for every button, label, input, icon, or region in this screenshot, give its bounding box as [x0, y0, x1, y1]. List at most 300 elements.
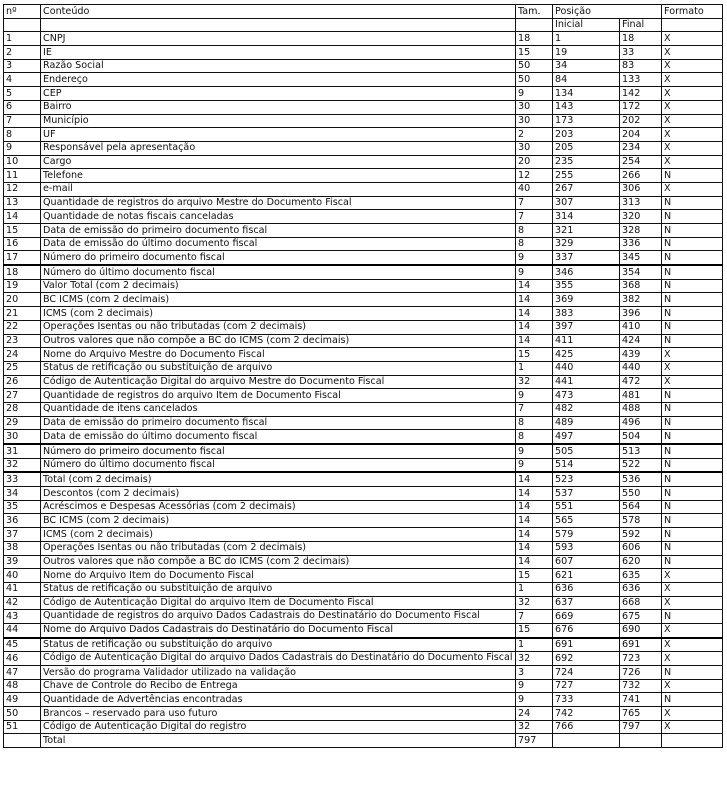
- field-start: 727: [553, 679, 620, 693]
- header-posicao: Posição: [553, 5, 662, 19]
- table-row: [4, 720, 723, 734]
- field-content: BC ICMS (com 2 decimais): [41, 514, 516, 528]
- field-format: N: [662, 293, 723, 307]
- field-layout-table: [3, 4, 723, 748]
- field-end: 522: [620, 458, 662, 472]
- field-number: 34: [4, 487, 41, 501]
- field-end: 513: [620, 444, 662, 458]
- table-row: [4, 237, 723, 251]
- field-number: 44: [4, 623, 41, 637]
- field-content: Cargo: [41, 155, 516, 169]
- field-start: 523: [553, 472, 620, 486]
- field-number: 2: [4, 46, 41, 60]
- field-end: 440: [620, 361, 662, 375]
- field-size: 14: [516, 541, 553, 555]
- field-end: 345: [620, 251, 662, 265]
- field-size: 30: [516, 114, 553, 128]
- field-content: Endereço: [41, 73, 516, 87]
- header-row: [4, 5, 723, 19]
- field-start: 636: [553, 582, 620, 596]
- field-end: 496: [620, 416, 662, 430]
- field-start: 346: [553, 265, 620, 279]
- field-size: 14: [516, 307, 553, 321]
- field-size: 14: [516, 500, 553, 514]
- field-size: 15: [516, 623, 553, 637]
- field-start: 489: [553, 416, 620, 430]
- field-start: 514: [553, 458, 620, 472]
- field-format: X: [662, 73, 723, 87]
- table-row: [4, 128, 723, 142]
- field-size: 8: [516, 224, 553, 238]
- field-number: 3: [4, 59, 41, 73]
- field-start: 621: [553, 569, 620, 583]
- field-number: 51: [4, 720, 41, 734]
- table-row: [4, 707, 723, 721]
- field-start: 473: [553, 389, 620, 403]
- field-start: 724: [553, 666, 620, 680]
- field-start: 337: [553, 251, 620, 265]
- field-format: X: [662, 141, 723, 155]
- field-size: 14: [516, 472, 553, 486]
- field-size: 7: [516, 196, 553, 210]
- field-content: Data de emissão do último documento fiscal: [41, 237, 516, 251]
- field-end: 234: [620, 141, 662, 155]
- table-row: [4, 555, 723, 569]
- field-end: 723: [620, 652, 662, 666]
- field-number: 39: [4, 555, 41, 569]
- field-content: Acréscimos e Despesas Acessórias (com 2 decimais): [41, 500, 516, 514]
- field-end: 564: [620, 500, 662, 514]
- field-size: 9: [516, 679, 553, 693]
- field-format: N: [662, 402, 723, 416]
- table-row: [4, 389, 723, 403]
- table-row: [4, 734, 723, 748]
- field-end: 133: [620, 73, 662, 87]
- field-start: 1: [553, 32, 620, 46]
- field-format: X: [662, 375, 723, 389]
- field-number: 38: [4, 541, 41, 555]
- field-end: 83: [620, 59, 662, 73]
- table-row: [4, 293, 723, 307]
- field-end: 732: [620, 679, 662, 693]
- field-number: 6: [4, 100, 41, 114]
- field-format: X: [662, 182, 723, 196]
- field-start: 307: [553, 196, 620, 210]
- field-number: 46: [4, 652, 41, 666]
- field-number: 49: [4, 693, 41, 707]
- field-size: 14: [516, 293, 553, 307]
- field-size: 8: [516, 416, 553, 430]
- field-end: 204: [620, 128, 662, 142]
- field-format: X: [662, 707, 723, 721]
- table-row: [4, 487, 723, 501]
- field-number: 12: [4, 182, 41, 196]
- table-row: [4, 582, 723, 596]
- table-row: [4, 375, 723, 389]
- field-size: 40: [516, 182, 553, 196]
- field-end: 481: [620, 389, 662, 403]
- field-size: 14: [516, 320, 553, 334]
- table-row: [4, 610, 723, 624]
- field-size: 7: [516, 210, 553, 224]
- field-format: N: [662, 196, 723, 210]
- field-number: [4, 734, 41, 748]
- field-start: 19: [553, 46, 620, 60]
- field-end: 620: [620, 555, 662, 569]
- field-format: N: [662, 307, 723, 321]
- field-content: BC ICMS (com 2 decimais): [41, 293, 516, 307]
- field-start: 537: [553, 487, 620, 501]
- field-end: 504: [620, 430, 662, 444]
- field-size: 14: [516, 487, 553, 501]
- field-format: X: [662, 652, 723, 666]
- field-content: Outros valores que não compõe a BC do ICMS (com 2 decimais): [41, 555, 516, 569]
- field-number: 42: [4, 596, 41, 610]
- field-content: Número do primeiro documento fiscal: [41, 444, 516, 458]
- table-row: [4, 334, 723, 348]
- subheader-empty: [662, 18, 723, 32]
- table-row: [4, 402, 723, 416]
- field-content: UF: [41, 128, 516, 142]
- field-end: 410: [620, 320, 662, 334]
- field-content: Número do último documento fiscal: [41, 458, 516, 472]
- field-size: 32: [516, 375, 553, 389]
- field-content: CEP: [41, 87, 516, 101]
- field-number: 35: [4, 500, 41, 514]
- field-start: 143: [553, 100, 620, 114]
- field-format: X: [662, 59, 723, 73]
- header-inicial: Inicial: [553, 18, 620, 32]
- field-start: 397: [553, 320, 620, 334]
- field-format: N: [662, 500, 723, 514]
- field-start: 369: [553, 293, 620, 307]
- field-size: 9: [516, 444, 553, 458]
- field-size: 15: [516, 46, 553, 60]
- field-size: 15: [516, 569, 553, 583]
- field-start: 267: [553, 182, 620, 196]
- field-format: X: [662, 720, 723, 734]
- table-row: [4, 514, 723, 528]
- field-content: Código de Autenticação Digital do arquivo Dados Cadastrais do Destinatário do Documento Fiscal: [41, 652, 516, 666]
- table-row: [4, 320, 723, 334]
- field-number: 47: [4, 666, 41, 680]
- field-size: 14: [516, 334, 553, 348]
- field-content: Nome do Arquivo Dados Cadastrais do Destinatário do Documento Fiscal: [41, 623, 516, 637]
- field-end: 726: [620, 666, 662, 680]
- field-content: Número do último documento fiscal: [41, 265, 516, 279]
- field-number: 29: [4, 416, 41, 430]
- field-start: 134: [553, 87, 620, 101]
- field-size: 9: [516, 87, 553, 101]
- field-content: Status de retificação ou substituição do arquivo: [41, 638, 516, 652]
- field-end: 765: [620, 707, 662, 721]
- field-format: N: [662, 224, 723, 238]
- field-start: 637: [553, 596, 620, 610]
- field-number: 5: [4, 87, 41, 101]
- field-size: 18: [516, 32, 553, 46]
- field-size: 14: [516, 514, 553, 528]
- table-row: [4, 596, 723, 610]
- field-format: X: [662, 348, 723, 362]
- field-format: N: [662, 514, 723, 528]
- field-format: X: [662, 87, 723, 101]
- field-number: 13: [4, 196, 41, 210]
- field-size: 9: [516, 458, 553, 472]
- field-end: 550: [620, 487, 662, 501]
- field-format: N: [662, 237, 723, 251]
- field-number: 16: [4, 237, 41, 251]
- field-number: 15: [4, 224, 41, 238]
- field-number: 9: [4, 141, 41, 155]
- field-start: 34: [553, 59, 620, 73]
- table-row: [4, 416, 723, 430]
- table-row: [4, 528, 723, 542]
- field-format: X: [662, 100, 723, 114]
- field-number: 43: [4, 610, 41, 624]
- field-start: 440: [553, 361, 620, 375]
- table-row: [4, 666, 723, 680]
- field-number: 8: [4, 128, 41, 142]
- field-content: Nome do Arquivo Item do Documento Fiscal: [41, 569, 516, 583]
- field-start: 355: [553, 279, 620, 293]
- field-content: Quantidade de registros do arquivo Item de Documento Fiscal: [41, 389, 516, 403]
- field-number: 19: [4, 279, 41, 293]
- field-format: N: [662, 541, 723, 555]
- field-end: 536: [620, 472, 662, 486]
- field-end: 396: [620, 307, 662, 321]
- subheader-empty: [41, 18, 516, 32]
- field-format: X: [662, 569, 723, 583]
- field-content: Quantidade de registros do arquivo Mestre do Documento Fiscal: [41, 196, 516, 210]
- field-format: X: [662, 128, 723, 142]
- field-size: 3: [516, 666, 553, 680]
- field-start: 329: [553, 237, 620, 251]
- table-row: [4, 46, 723, 60]
- field-content: Operações Isentas ou não tributadas (com 2 decimais): [41, 541, 516, 555]
- header-tam: Tam.: [516, 5, 553, 19]
- field-start: 742: [553, 707, 620, 721]
- field-format: N: [662, 693, 723, 707]
- field-number: 17: [4, 251, 41, 265]
- header-formato: Formato: [662, 5, 723, 19]
- field-number: 36: [4, 514, 41, 528]
- field-size: 32: [516, 652, 553, 666]
- field-start: 505: [553, 444, 620, 458]
- field-end: 306: [620, 182, 662, 196]
- field-content: CNPJ: [41, 32, 516, 46]
- table-row: [4, 500, 723, 514]
- table-row: [4, 569, 723, 583]
- field-start: 579: [553, 528, 620, 542]
- field-size: 7: [516, 610, 553, 624]
- field-end: 202: [620, 114, 662, 128]
- field-format: N: [662, 458, 723, 472]
- field-format: X: [662, 32, 723, 46]
- field-content: Data de emissão do primeiro documento fiscal: [41, 416, 516, 430]
- field-size: 50: [516, 59, 553, 73]
- field-format: N: [662, 555, 723, 569]
- field-format: N: [662, 169, 723, 183]
- field-start: 676: [553, 623, 620, 637]
- field-number: 28: [4, 402, 41, 416]
- field-number: 37: [4, 528, 41, 542]
- field-format: N: [662, 389, 723, 403]
- table-row: [4, 210, 723, 224]
- field-start: 766: [553, 720, 620, 734]
- field-format: N: [662, 279, 723, 293]
- field-size: 20: [516, 155, 553, 169]
- field-size: 14: [516, 528, 553, 542]
- field-size: 50: [516, 73, 553, 87]
- field-number: 10: [4, 155, 41, 169]
- table-row: [4, 444, 723, 458]
- field-number: 23: [4, 334, 41, 348]
- table-row: [4, 224, 723, 238]
- table-row: [4, 623, 723, 637]
- field-end: 690: [620, 623, 662, 637]
- field-content: Município: [41, 114, 516, 128]
- table-row: [4, 265, 723, 279]
- table-row: [4, 73, 723, 87]
- field-format: N: [662, 251, 723, 265]
- field-start: 482: [553, 402, 620, 416]
- field-content: Código de Autenticação Digital do arquivo Mestre do Documento Fiscal: [41, 375, 516, 389]
- field-format: N: [662, 444, 723, 458]
- field-number: 30: [4, 430, 41, 444]
- field-end: 691: [620, 638, 662, 652]
- header-num: nº: [4, 5, 41, 19]
- table-row: [4, 196, 723, 210]
- field-start: 205: [553, 141, 620, 155]
- field-number: 25: [4, 361, 41, 375]
- field-format: X: [662, 638, 723, 652]
- table-row: [4, 279, 723, 293]
- field-end: 578: [620, 514, 662, 528]
- field-start: 733: [553, 693, 620, 707]
- field-end: 592: [620, 528, 662, 542]
- field-number: 4: [4, 73, 41, 87]
- field-content: Código de Autenticação Digital do arquivo Item de Documento Fiscal: [41, 596, 516, 610]
- field-start: 203: [553, 128, 620, 142]
- field-end: 635: [620, 569, 662, 583]
- field-number: 22: [4, 320, 41, 334]
- field-format: X: [662, 155, 723, 169]
- field-end: 382: [620, 293, 662, 307]
- field-content: ICMS (com 2 decimais): [41, 528, 516, 542]
- table-row: [4, 114, 723, 128]
- table-row: [4, 638, 723, 652]
- field-content: Responsável pela apresentação: [41, 141, 516, 155]
- field-number: 18: [4, 265, 41, 279]
- field-content: Bairro: [41, 100, 516, 114]
- field-end: 675: [620, 610, 662, 624]
- field-format: X: [662, 623, 723, 637]
- field-number: 14: [4, 210, 41, 224]
- field-format: N: [662, 610, 723, 624]
- field-format: N: [662, 528, 723, 542]
- field-size: 1: [516, 638, 553, 652]
- subheader-empty: [4, 18, 41, 32]
- subheader-row: [4, 18, 723, 32]
- table-row: [4, 141, 723, 155]
- field-size: 1: [516, 582, 553, 596]
- field-content: Código de Autenticação Digital do registro: [41, 720, 516, 734]
- field-content: Outros valores que não compõe a BC do ICMS (com 2 decimais): [41, 334, 516, 348]
- field-size: 32: [516, 596, 553, 610]
- field-number: 33: [4, 472, 41, 486]
- field-format: N: [662, 430, 723, 444]
- table-row: [4, 59, 723, 73]
- field-end: 328: [620, 224, 662, 238]
- field-number: 11: [4, 169, 41, 183]
- field-end: 472: [620, 375, 662, 389]
- field-number: 21: [4, 307, 41, 321]
- field-format: X: [662, 114, 723, 128]
- field-size: 9: [516, 693, 553, 707]
- field-end: 488: [620, 402, 662, 416]
- table-row: [4, 458, 723, 472]
- table-row: [4, 693, 723, 707]
- table-row: [4, 32, 723, 46]
- table-row: [4, 182, 723, 196]
- field-start: 607: [553, 555, 620, 569]
- field-size: 14: [516, 555, 553, 569]
- field-number: 7: [4, 114, 41, 128]
- field-start: 255: [553, 169, 620, 183]
- field-format: N: [662, 487, 723, 501]
- field-start: 314: [553, 210, 620, 224]
- field-format: N: [662, 334, 723, 348]
- field-content: Quantidade de notas fiscais canceladas: [41, 210, 516, 224]
- field-start: 692: [553, 652, 620, 666]
- field-content: Brancos – reservado para uso futuro: [41, 707, 516, 721]
- field-format: N: [662, 265, 723, 279]
- field-content: Descontos (com 2 decimais): [41, 487, 516, 501]
- field-content: Chave de Controle do Recibo de Entrega: [41, 679, 516, 693]
- field-content: Status de retificação ou substituição de arquivo: [41, 582, 516, 596]
- field-size: 14: [516, 279, 553, 293]
- field-end: [620, 734, 662, 748]
- subheader-empty: [516, 18, 553, 32]
- field-start: 235: [553, 155, 620, 169]
- field-end: 668: [620, 596, 662, 610]
- field-start: 173: [553, 114, 620, 128]
- field-start: 425: [553, 348, 620, 362]
- header-conteudo: Conteúdo: [41, 5, 516, 19]
- table-row: [4, 361, 723, 375]
- field-end: 606: [620, 541, 662, 555]
- field-format: N: [662, 210, 723, 224]
- field-end: 142: [620, 87, 662, 101]
- field-content: ICMS (com 2 decimais): [41, 307, 516, 321]
- field-size: 7: [516, 402, 553, 416]
- field-size: 15: [516, 348, 553, 362]
- field-size: 30: [516, 100, 553, 114]
- field-size: 9: [516, 265, 553, 279]
- field-end: 368: [620, 279, 662, 293]
- field-content: Data de emissão do primeiro documento fiscal: [41, 224, 516, 238]
- field-number: 20: [4, 293, 41, 307]
- field-start: 669: [553, 610, 620, 624]
- field-number: 27: [4, 389, 41, 403]
- field-content: Razão Social: [41, 59, 516, 73]
- field-number: 24: [4, 348, 41, 362]
- field-end: 254: [620, 155, 662, 169]
- field-start: 84: [553, 73, 620, 87]
- table-row: [4, 541, 723, 555]
- field-size: 9: [516, 389, 553, 403]
- table-row: [4, 87, 723, 101]
